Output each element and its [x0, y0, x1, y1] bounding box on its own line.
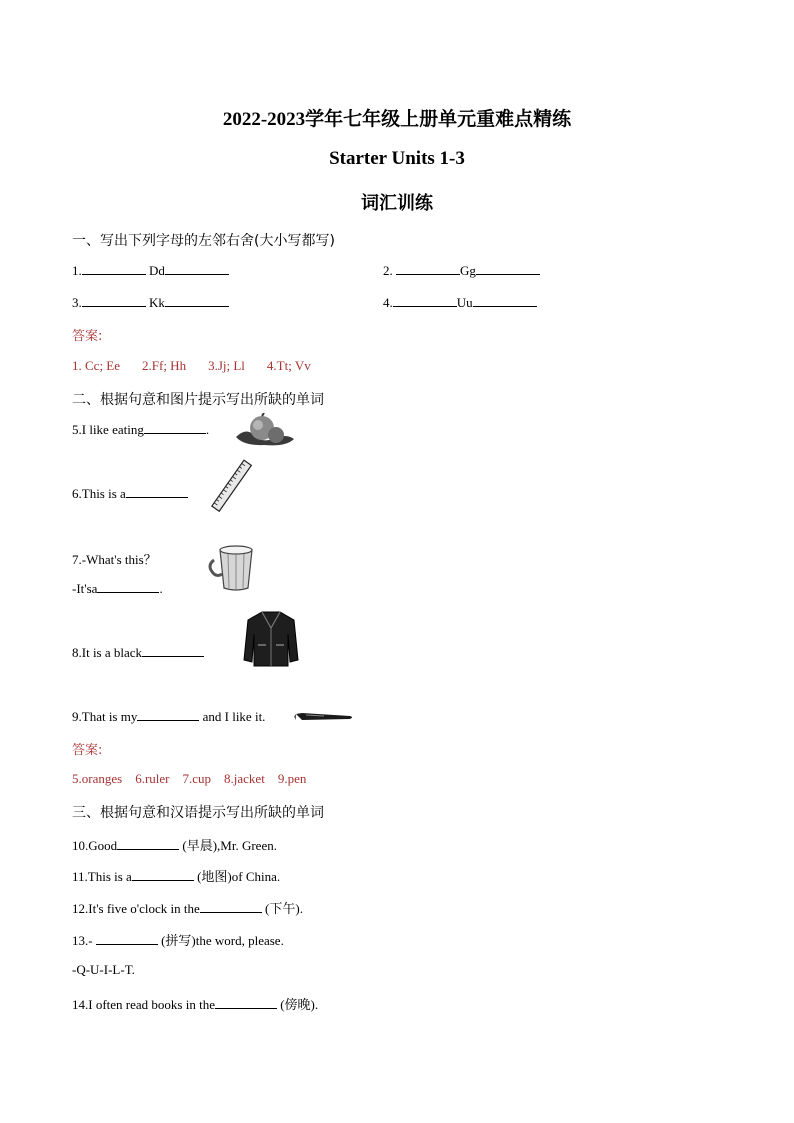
- jacket-image: [242, 610, 300, 670]
- answer-text: 2.Ff; Hh: [142, 358, 187, 373]
- answer-blank[interactable]: [137, 708, 199, 721]
- answer-blank[interactable]: [96, 932, 158, 945]
- section-title: 词汇训练: [361, 193, 433, 213]
- cup-image: [208, 544, 264, 592]
- oranges-image: [234, 413, 296, 447]
- question-text: 12.It's five o'clock in the: [72, 901, 200, 916]
- question-letter: Dd: [149, 263, 165, 278]
- question-14: [72, 994, 318, 1013]
- ruler-image: [210, 459, 254, 513]
- question-6: [72, 485, 188, 502]
- answer-blank[interactable]: [97, 580, 159, 593]
- question-3: [72, 294, 229, 311]
- answer-text: 5.oranges: [72, 771, 123, 786]
- question-number: 4.: [383, 295, 393, 310]
- answer-text: 3.Jj; Ll: [208, 358, 245, 373]
- part2-answers: [72, 771, 328, 787]
- question-9: [72, 708, 265, 725]
- part1-heading: 一、写出下列字母的左邻右舍(大小写都写): [72, 233, 335, 249]
- answer-text: 9.pen: [277, 771, 307, 786]
- question-5: [72, 421, 209, 438]
- question-text: and I like it.: [202, 709, 266, 724]
- question-text: (早晨),Mr. Green.: [182, 838, 277, 853]
- question-8: [72, 644, 204, 661]
- question-text: 13.-: [72, 933, 93, 948]
- question-text: 11.This is a: [72, 869, 132, 884]
- answer-text: 6.ruler: [135, 771, 170, 786]
- question-4: [383, 294, 537, 311]
- question-text: 6.This is a: [72, 486, 126, 501]
- question-text: (地图)of China.: [197, 869, 281, 884]
- answer-blank[interactable]: [132, 868, 194, 881]
- answer-text: 8.jacket: [224, 771, 265, 786]
- question-13b: -Q-U-I-L-T.: [72, 962, 135, 977]
- question-text: (下午).: [265, 901, 303, 916]
- question-number: 2.: [383, 263, 393, 278]
- question-text: -It'sa: [72, 581, 98, 596]
- answer-label: 答案:: [72, 329, 103, 344]
- question-letter: Uu: [456, 295, 473, 310]
- answer-blank[interactable]: [200, 900, 262, 913]
- question-text: 14.I often read books in the: [72, 997, 215, 1012]
- question-text: 5.I like eating: [72, 422, 144, 437]
- question-7a: 7.-What's this？: [72, 552, 157, 567]
- answer-blank[interactable]: [393, 294, 457, 307]
- question-1: [72, 262, 229, 279]
- question-10: [72, 835, 277, 854]
- question-11: [72, 866, 280, 885]
- question-text: 9.That is my: [72, 709, 138, 724]
- answer-text: 7.cup: [182, 771, 212, 786]
- question-7b: [72, 580, 163, 597]
- answer-text: 4.Tt; Vv: [266, 358, 311, 373]
- question-text: 10.Good: [72, 838, 118, 853]
- answer-blank[interactable]: [144, 421, 206, 434]
- answer-blank[interactable]: [165, 262, 229, 275]
- answer-blank[interactable]: [165, 294, 229, 307]
- answer-blank[interactable]: [142, 644, 204, 657]
- answer-blank[interactable]: [476, 262, 540, 275]
- part1-answers: [72, 358, 333, 374]
- pen-image: [294, 708, 356, 726]
- question-letter: Gg: [460, 263, 476, 278]
- answer-blank[interactable]: [396, 262, 460, 275]
- question-text: .: [159, 581, 163, 596]
- answer-blank[interactable]: [473, 294, 537, 307]
- question-13a: [72, 930, 284, 949]
- part3-heading: 三、根据句意和汉语提示写出所缺的单词: [72, 805, 324, 821]
- answer-label: 答案:: [72, 743, 103, 758]
- answer-blank[interactable]: [82, 262, 146, 275]
- question-text: (傍晚).: [280, 997, 319, 1012]
- question-text: 8.It is a black: [72, 645, 143, 660]
- part2-heading: 二、根据句意和图片提示写出所缺的单词: [72, 392, 324, 408]
- document-subtitle: Starter Units 1-3: [329, 148, 465, 169]
- question-text: .: [205, 422, 210, 437]
- question-12: [72, 898, 303, 917]
- answer-blank[interactable]: [117, 837, 179, 850]
- question-2: [383, 262, 540, 279]
- document-title: 2022-2023学年七年级上册单元重难点精练: [222, 109, 572, 130]
- question-number: 3.: [72, 295, 82, 310]
- answer-blank[interactable]: [126, 485, 188, 498]
- question-letter: Kk: [149, 295, 165, 310]
- answer-blank[interactable]: [82, 294, 146, 307]
- question-number: 1.: [72, 263, 82, 278]
- question-text: (拼写)the word, please.: [161, 933, 284, 948]
- answer-blank[interactable]: [215, 996, 277, 1009]
- answer-text: 1. Cc; Ee: [72, 358, 121, 373]
